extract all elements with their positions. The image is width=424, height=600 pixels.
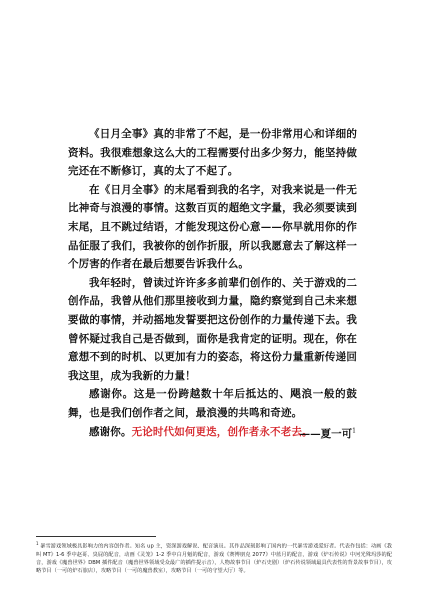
footnote-mark: 1 (36, 541, 39, 546)
paragraph-3: 我年轻时，曾读过许许多多前辈们创作的、关于游戏的二创作品，我曾从他们那里接收到力量，隐约察觉到自己未来想要做的事情，并动摇地发誓要把这份创作的力量传递下去。我曾怀疑过我自己是否做到，面你是我肯定的证明。现在，你在意想不到的时机、以更加有力的姿态，将这份力量重新传递回我这里，成为我新的力量！ (68, 276, 357, 382)
closing-thanks: 感谢你。 (89, 425, 132, 438)
letter-body (68, 125, 357, 441)
paragraph-4: 感谢你。这是一份跨越数十年后抵达的、飓浪一般的鼓舞，也是我们创作者之间，最浪漫的共鸣和奇迹。 (68, 388, 357, 419)
paragraph-2: 在《日月全事》的末尾看到我的名字，对我来说是一件无比神奇与浪漫的事情。这数百页的超绝文字量，我必须要读到末尾，且不跳过结语，才能发现这份心意——你早就用你的作品征服了我们，我被你的创作折服，所以我愿意去了解这样一个厉害的作者在最后想要告诉我什么。 (68, 183, 357, 271)
footnote-text: 暴雪游戏领域极具影响力的内容创作者。知名 up 主，资深游戏解说、配音演员。其作品深刻影响了国内的一代暴雪游戏爱好者。代表作包括：动画《我叫 MT》1-6 季中赵哥、臭屁的配音，动画《灵笼》1-2 季中白月魁的配音，游戏《赛博朋克 2077》中蓝月的配音，游戏《炉石传说》中河光殊玛莎的配音，游戏《魔兽世界》DBM 插件配音（魔兽世界领域受众最广的插件提示音），人物故事节目（炉石史剧）（炉石传说领域最具代表性的背景故事节目），攻略节目（一可的炉石旅店），攻略节目（一可的魔兽教室），攻略节目（一可的守望大厅）等。 (36, 543, 392, 575)
closing-highlight: 无论时代如何更迭，创作者永不老去。 (131, 425, 313, 438)
footnote (36, 540, 392, 576)
footnote-divider (36, 536, 156, 537)
paragraph-1: 《日月全事》真的非常了不起，是一份非常用心和详细的资料。我很难想象这么大的工程需要付出多少努力，能坚持做完还在不断修订，真的太了不起了。 (68, 128, 357, 178)
signature-name: ——夏一可 (299, 428, 353, 440)
signature (300, 426, 356, 441)
signature-footnote-mark: 1 (352, 427, 356, 435)
